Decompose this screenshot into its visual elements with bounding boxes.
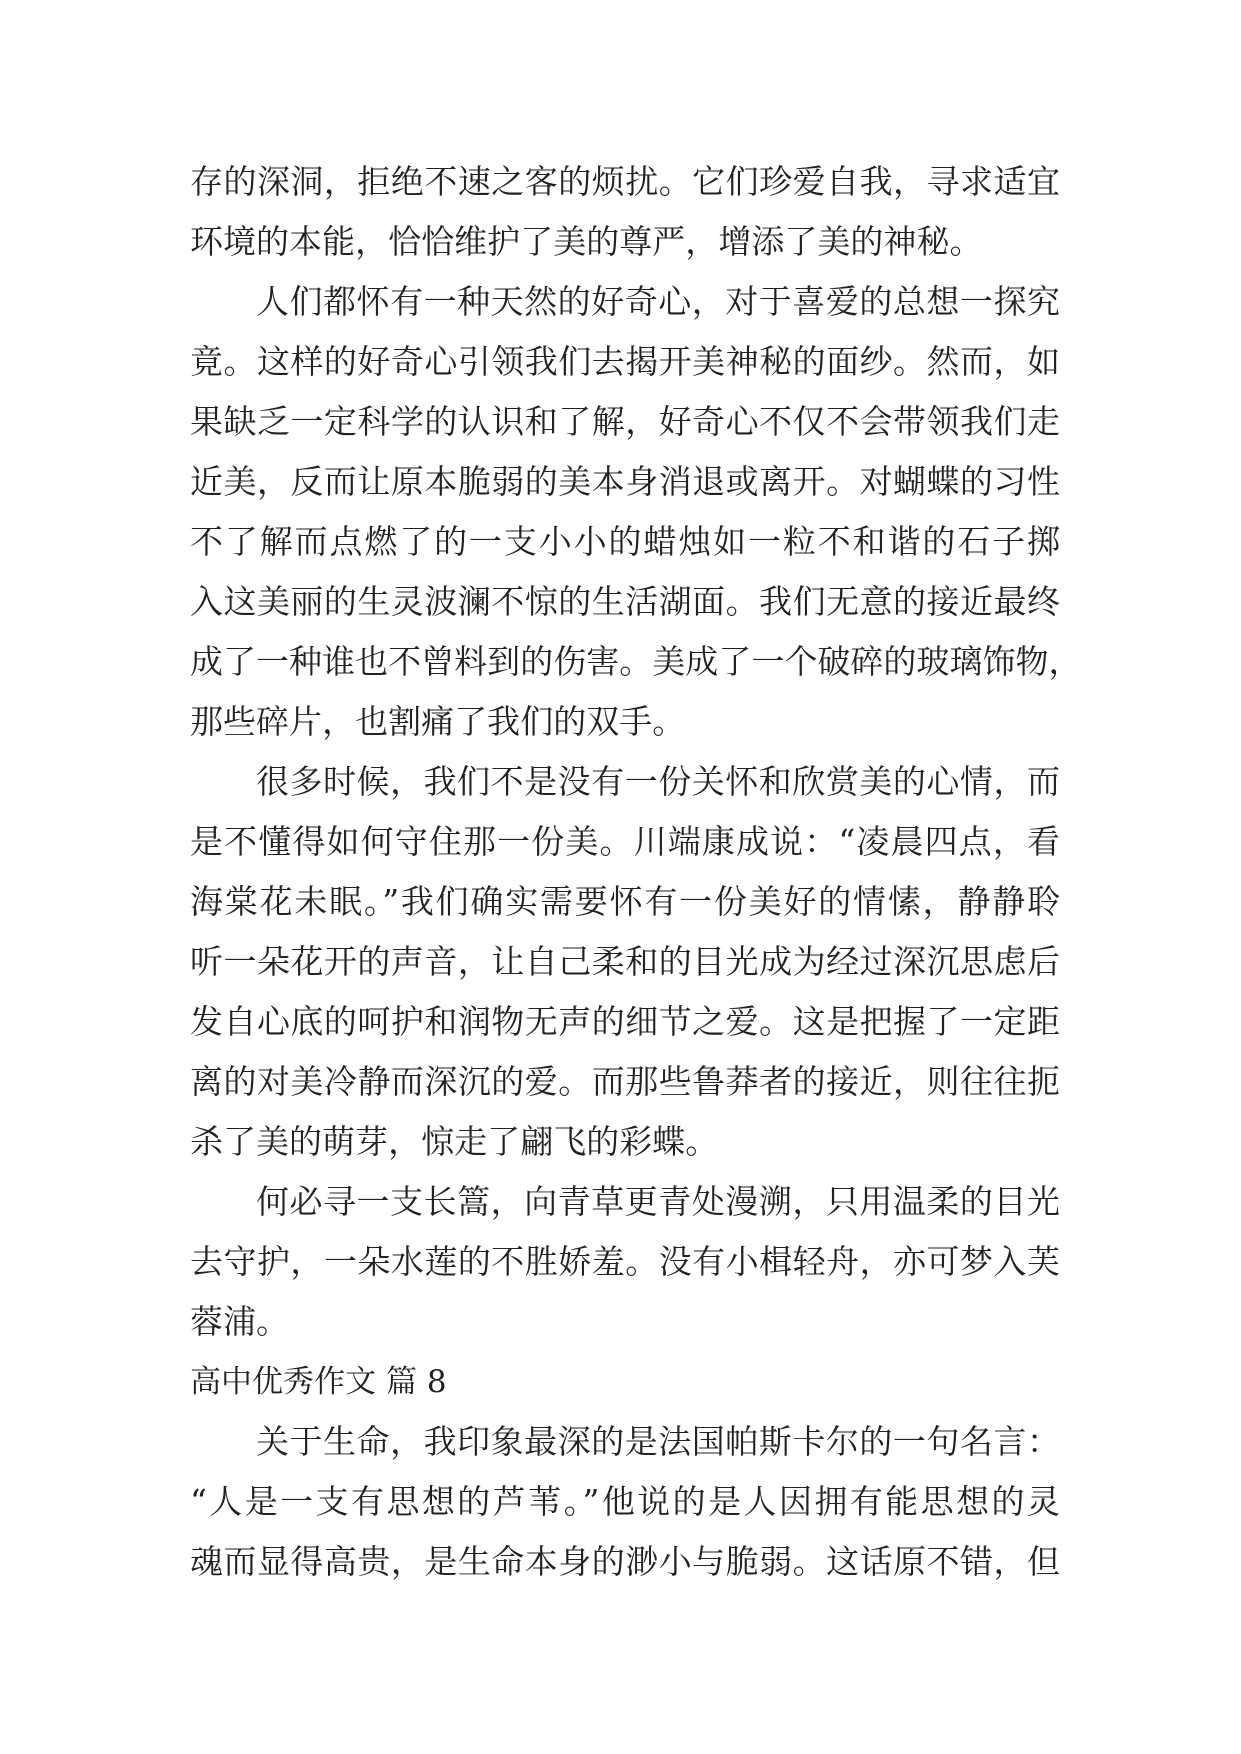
text-line: 果缺乏一定科学的认识和了解，好奇心不仅不会带领我们走 — [190, 402, 1060, 441]
text-line: 何必寻一支长篙，向青草更青处漫溯，只用温柔的目光 — [256, 1182, 1060, 1221]
text-line: “人是一支有思想的芦苇。”他说的是人因拥有能思想的灵 — [190, 1482, 1060, 1521]
paragraph — [190, 1172, 1060, 1352]
text-line: 不了解而点燃了的一支小小的蜡烛如一粒不和谐的石子掷 — [190, 522, 1060, 561]
text-line: 关于生命，我印象最深的是法国帕斯卡尔的一句名言： — [256, 1422, 1060, 1461]
text-line: 去守护，一朵水莲的不胜娇羞。没有小楫轻舟，亦可梦入芙 — [190, 1242, 1060, 1281]
text-line: 成了一种谁也不曾料到的伤害。美成了一个破碎的玻璃饰物， — [190, 642, 1082, 681]
text-line: 入这美丽的生灵波澜不惊的生活湖面。我们无意的接近最终 — [190, 582, 1060, 621]
text-line: 那些碎片，也割痛了我们的双手。 — [190, 702, 686, 741]
section-heading: 高中优秀作文 篇 8 — [190, 1364, 447, 1400]
text-line: 听一朵花开的声音，让自己柔和的目光成为经过深沉思虑后 — [190, 942, 1060, 981]
text-line: 离的对美冷静而深沉的爱。而那些鲁莽者的接近，则往往扼 — [190, 1062, 1060, 1101]
text-line: 是不懂得如何守住那一份美。川端康成说：“凌晨四点，看 — [190, 822, 1060, 861]
text-line: 发自心底的呵护和润物无声的细节之爱。这是把握了一定距 — [190, 1002, 1060, 1041]
text-line: 人们都怀有一种天然的好奇心，对于喜爱的总想一探究 — [256, 282, 1060, 321]
text-line: 竟。这样的好奇心引领我们去揭开美神秘的面纱。然而，如 — [190, 342, 1060, 381]
text-line: 存的深洞，拒绝不速之客的烦扰。它们珍爱自我，寻求适宜 — [190, 162, 1060, 201]
paragraph — [190, 272, 1082, 752]
text-line: 很多时候，我们不是没有一份关怀和欣赏美的心情，而 — [256, 762, 1060, 801]
paragraph — [190, 752, 1060, 1172]
text-line: 蓉浦。 — [190, 1302, 290, 1341]
text-line: 环境的本能，恰恰维护了美的尊严，增添了美的神秘。 — [190, 222, 983, 261]
text-line: 近美，反而让原本脆弱的美本身消退或离开。对蝴蝶的习性 — [190, 462, 1060, 501]
text-line: 海棠花未眠。”我们确实需要怀有一份美好的情愫，静静聆 — [190, 882, 1060, 921]
document-body — [190, 152, 1082, 1592]
text-line: 魂而显得高贵，是生命本身的渺小与脆弱。这话原不错，但 — [190, 1542, 1060, 1581]
paragraph — [190, 152, 1060, 272]
paragraph — [190, 1412, 1060, 1592]
text-line: 杀了美的萌芽，惊走了翩飞的彩蝶。 — [190, 1122, 719, 1161]
